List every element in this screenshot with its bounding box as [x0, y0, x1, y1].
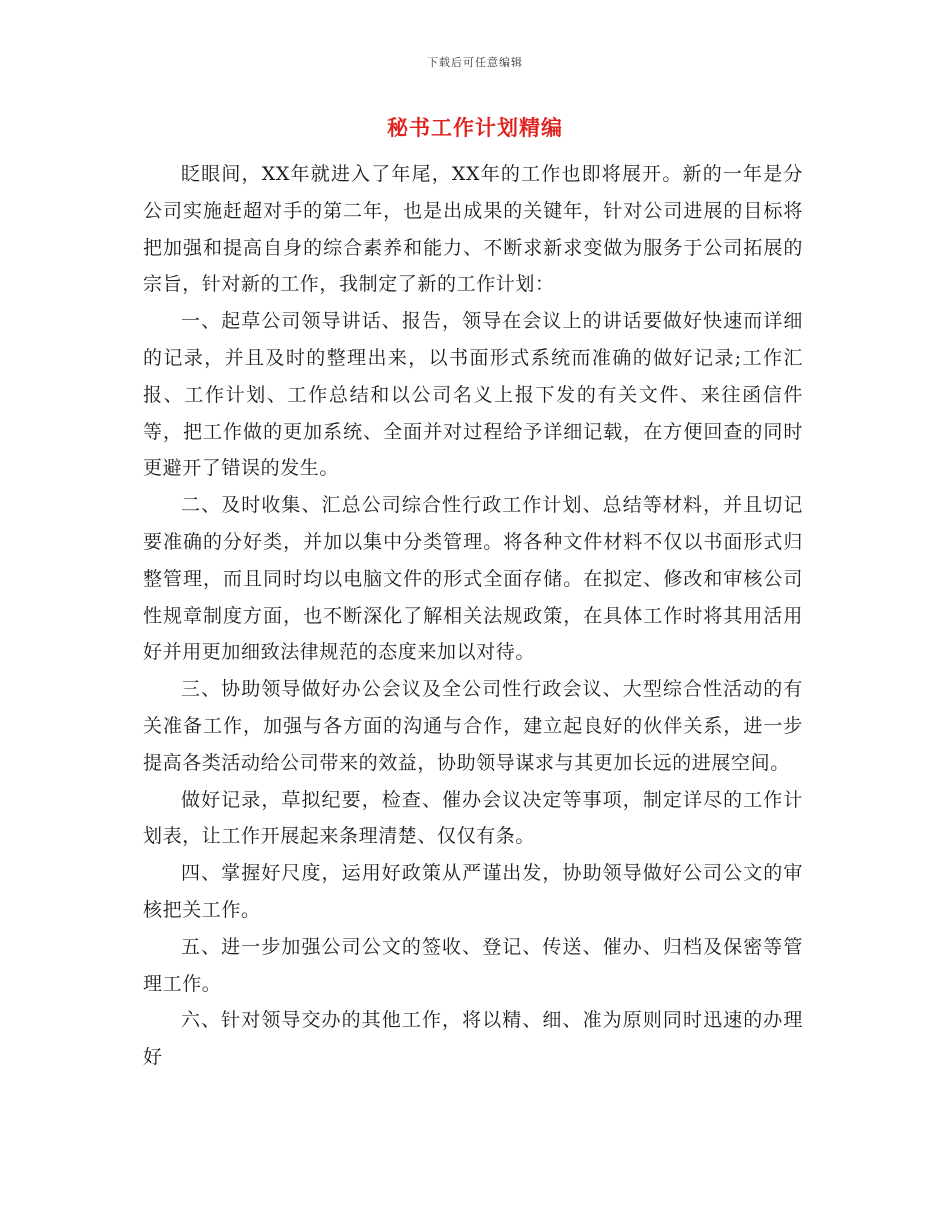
paragraph-item-3-detail: 做好记录，草拟纪要，检查、催办会议决定等事项，制定详尽的工作计划表，让工作开展起来条理清楚、仅仅有条。	[143, 788, 803, 848]
paragraph-item-2: 二、及时收集、汇总公司综合性行政工作计划、总结等材料，并且切记要准确的分好类，并加以集中分类管理。将各种文件材料不仅以书面形式归整管理，而且同时均以电脑文件的形式全面存储。在拟定、修改和审核公司性规章制度方面，也不断深化了解相关法规政策，在具体工作时将其用活用好并用更加细致法律规范的态度来加以对待。	[143, 494, 803, 664]
paragraph-intro: 眨眼间，XX年就进入了年尾，XX年的工作也即将展开。新的一年是分公司实施赶超对手的第二年，也是出成果的关键年，针对公司进展的目标将把加强和提高自身的综合素养和能力、不断求新求变做为服务于公司拓展的宗旨，针对新的工作，我制定了新的工作计划：	[143, 163, 803, 296]
document-body	[143, 156, 803, 1076]
header-note: 下载后可任意编辑	[427, 56, 523, 69]
paragraph-item-6: 六、针对领导交办的其他工作，将以精、细、准为原则同时迅速的办理好	[143, 1009, 803, 1069]
paragraph-item-1: 一、起草公司领导讲话、报告，领导在会议上的讲话要做好快速而详细的记录，并且及时的整理出来，以书面形式系统而准确的做好记录;工作汇报、工作计划、工作总结和以公司名义上报下发的有关文件、来往函信件等，把工作做的更加系统、全面并对过程给予详细记载，在方便回查的同时更避开了错误的发生。	[143, 310, 803, 480]
paragraph-item-4: 四、掌握好尺度，运用好政策从严谨出发，协助领导做好公司公文的审核把关工作。	[143, 862, 803, 921]
paragraph-item-3: 三、协助领导做好办公会议及全公司性行政会议、大型综合性活动的有关准备工作，加强与各方面的沟通与合作，建立起良好的伙伴关系，进一步提高各类活动给公司带来的效益，协助领导谋求与其更加长远的进展空间。	[143, 678, 803, 774]
document-title: 秘书工作计划精编	[387, 115, 563, 140]
paragraph-item-5: 五、进一步加强公司公文的签收、登记、传送、催办、归档及保密等管理工作。	[143, 935, 803, 995]
